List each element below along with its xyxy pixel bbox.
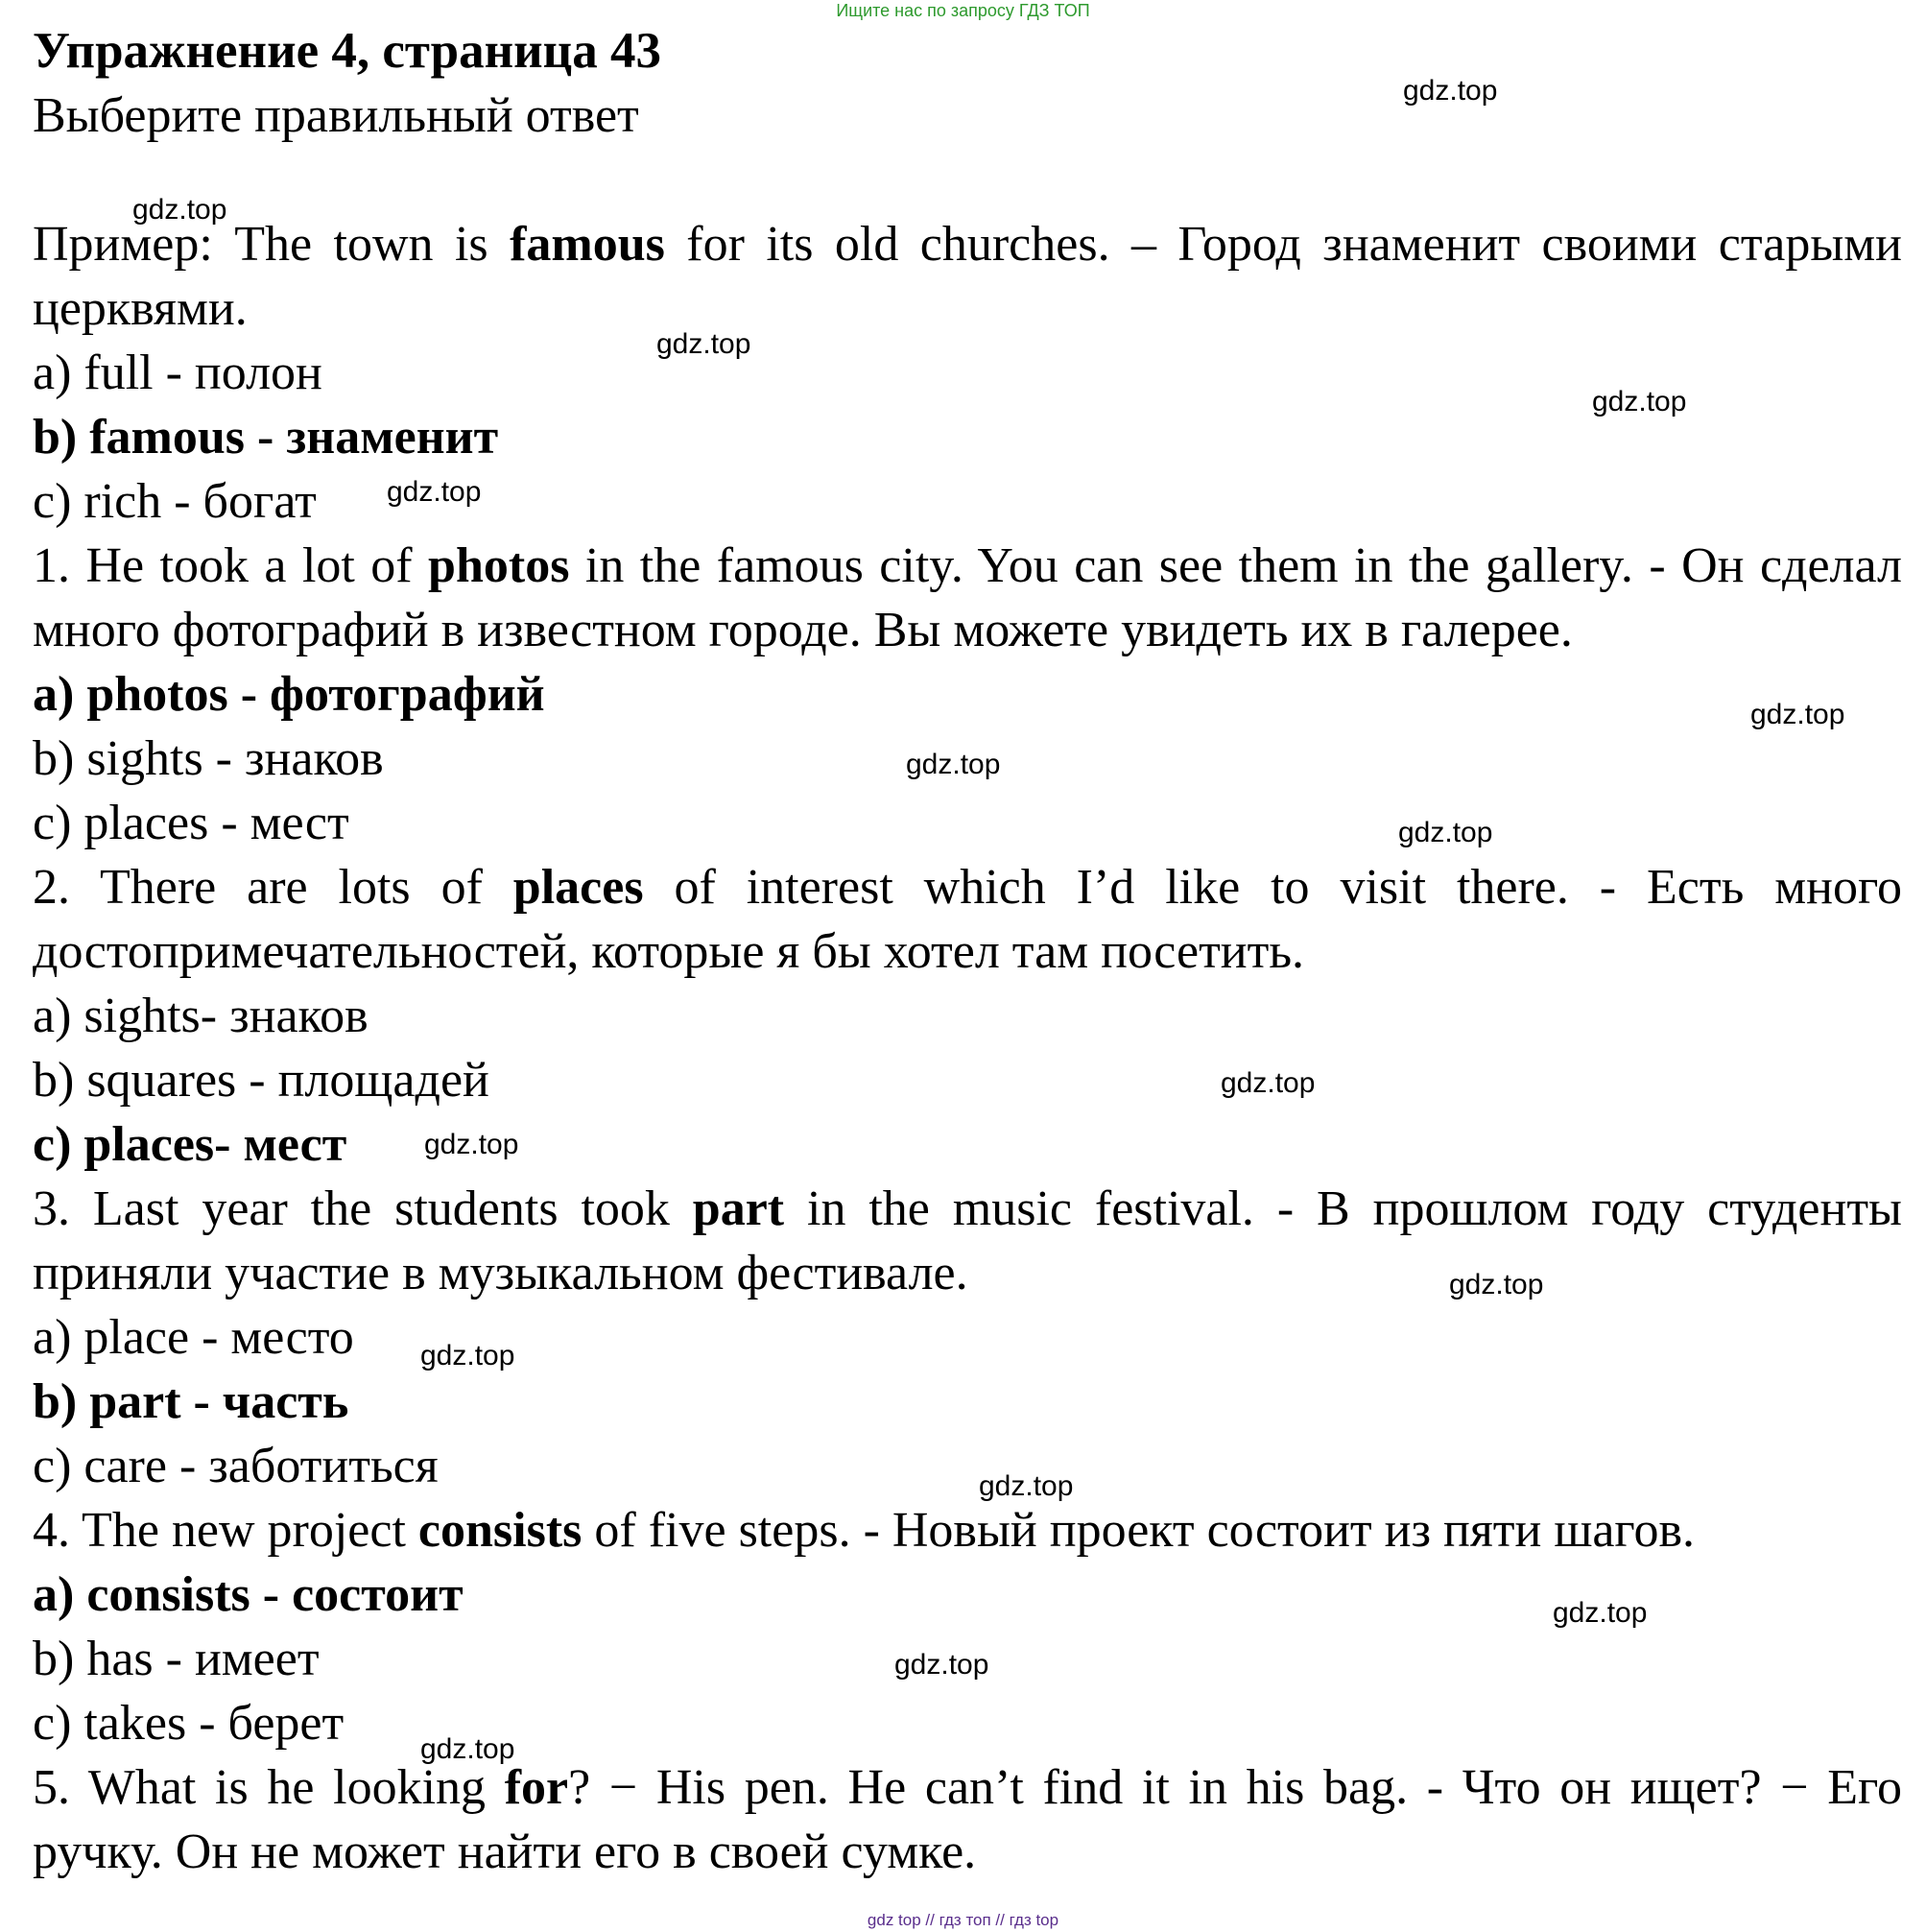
page-title: Упражнение 4, страница 43 bbox=[33, 23, 661, 79]
top-banner: Ищите нас по запросу ГДЗ ТОП bbox=[836, 1, 1090, 20]
watermark: gdz.top bbox=[1221, 1067, 1316, 1099]
watermark: gdz.top bbox=[132, 194, 227, 226]
watermark: gdz.top bbox=[424, 1129, 519, 1160]
question-4-keyword: consists bbox=[417, 1503, 583, 1558]
question-4-prefix: 4. The new project bbox=[33, 1503, 418, 1558]
question-5 bbox=[33, 1755, 1902, 1884]
question-2 bbox=[33, 855, 1902, 984]
example-option-b: b) famous - знаменит bbox=[33, 410, 499, 465]
question-5-suffix: ? − His pen. He can’t find it in his bag. - Что он ищет? − Его ручку. Он не может найти его в своей сумке. bbox=[33, 1760, 1902, 1879]
question-1-prefix: 1. He took a lot of bbox=[33, 538, 429, 593]
instruction-text: Выберите правильный ответ bbox=[33, 88, 639, 143]
question-5-keyword: for bbox=[504, 1760, 569, 1815]
question-2-suffix: of interest which I’d like to visit there. - Есть много достопримечательностей, которые я бы хотел там посетить. bbox=[33, 860, 1902, 979]
example-keyword: famous bbox=[510, 217, 665, 272]
example-prefix: Пример: The town is bbox=[33, 217, 511, 272]
watermark: gdz.top bbox=[979, 1470, 1074, 1502]
watermark: gdz.top bbox=[1449, 1269, 1544, 1300]
watermark: gdz.top bbox=[906, 749, 1001, 780]
watermark: gdz.top bbox=[420, 1733, 515, 1765]
example-sentence bbox=[33, 212, 1902, 341]
question-4-option-b: b) has - имеет bbox=[33, 1632, 320, 1686]
question-3-prefix: 3. Last year the students took bbox=[33, 1181, 693, 1236]
question-1-option-c: c) places - мест bbox=[33, 796, 349, 850]
example-option-a: a) full - полон bbox=[33, 346, 322, 400]
question-4-option-a: a) consists - состоит bbox=[33, 1567, 464, 1622]
watermark: gdz.top bbox=[1592, 386, 1687, 417]
question-3-option-c: c) care - заботиться bbox=[33, 1439, 439, 1493]
watermark: gdz.top bbox=[1403, 75, 1498, 107]
question-1-option-a: a) photos - фотографий bbox=[33, 667, 545, 722]
question-1 bbox=[33, 534, 1902, 662]
watermark: gdz.top bbox=[420, 1340, 515, 1371]
question-3-keyword: part bbox=[692, 1181, 785, 1236]
question-3 bbox=[33, 1177, 1902, 1305]
watermark: gdz.top bbox=[656, 328, 751, 360]
question-2-prefix: 2. There are lots of bbox=[33, 860, 513, 915]
question-2-option-a: a) sights- знаков bbox=[33, 989, 369, 1043]
question-2-keyword: places bbox=[512, 860, 644, 915]
question-2-option-c: c) places- мест bbox=[33, 1117, 347, 1172]
example-suffix: for its old churches. – Город знаменит своими старыми церквями. bbox=[33, 217, 1903, 336]
example-option-c: c) rich - богат bbox=[33, 474, 317, 529]
footer-watermark: gdz top // гдз топ // гдз top bbox=[867, 1911, 1059, 1929]
question-1-keyword: photos bbox=[428, 538, 570, 593]
watermark: gdz.top bbox=[387, 476, 482, 508]
question-1-suffix: in the famous city. You can see them in the gallery. - Он сделал много фотографий в известном городе. Вы можете увидеть их в галерее. bbox=[33, 538, 1902, 657]
question-3-suffix: in the music festival. - В прошлом году студенты приняли участие в музыкальном фестивале. bbox=[33, 1181, 1902, 1300]
question-4 bbox=[33, 1498, 1902, 1562]
watermark: gdz.top bbox=[1750, 699, 1845, 730]
question-5-prefix: 5. What is he looking bbox=[33, 1760, 505, 1815]
question-2-option-b: b) squares - площадей bbox=[33, 1053, 489, 1108]
watermark: gdz.top bbox=[894, 1649, 989, 1681]
question-4-option-c: c) takes - берет bbox=[33, 1696, 345, 1751]
question-3-option-a: a) place - место bbox=[33, 1310, 354, 1365]
question-1-option-b: b) sights - знаков bbox=[33, 731, 384, 786]
question-4-suffix: of five steps. - Новый проект состоит из пяти шагов. bbox=[582, 1503, 1696, 1558]
watermark: gdz.top bbox=[1553, 1597, 1648, 1629]
question-3-option-b: b) part - часть bbox=[33, 1374, 349, 1429]
watermark: gdz.top bbox=[1398, 817, 1493, 848]
example-options bbox=[33, 341, 1902, 534]
